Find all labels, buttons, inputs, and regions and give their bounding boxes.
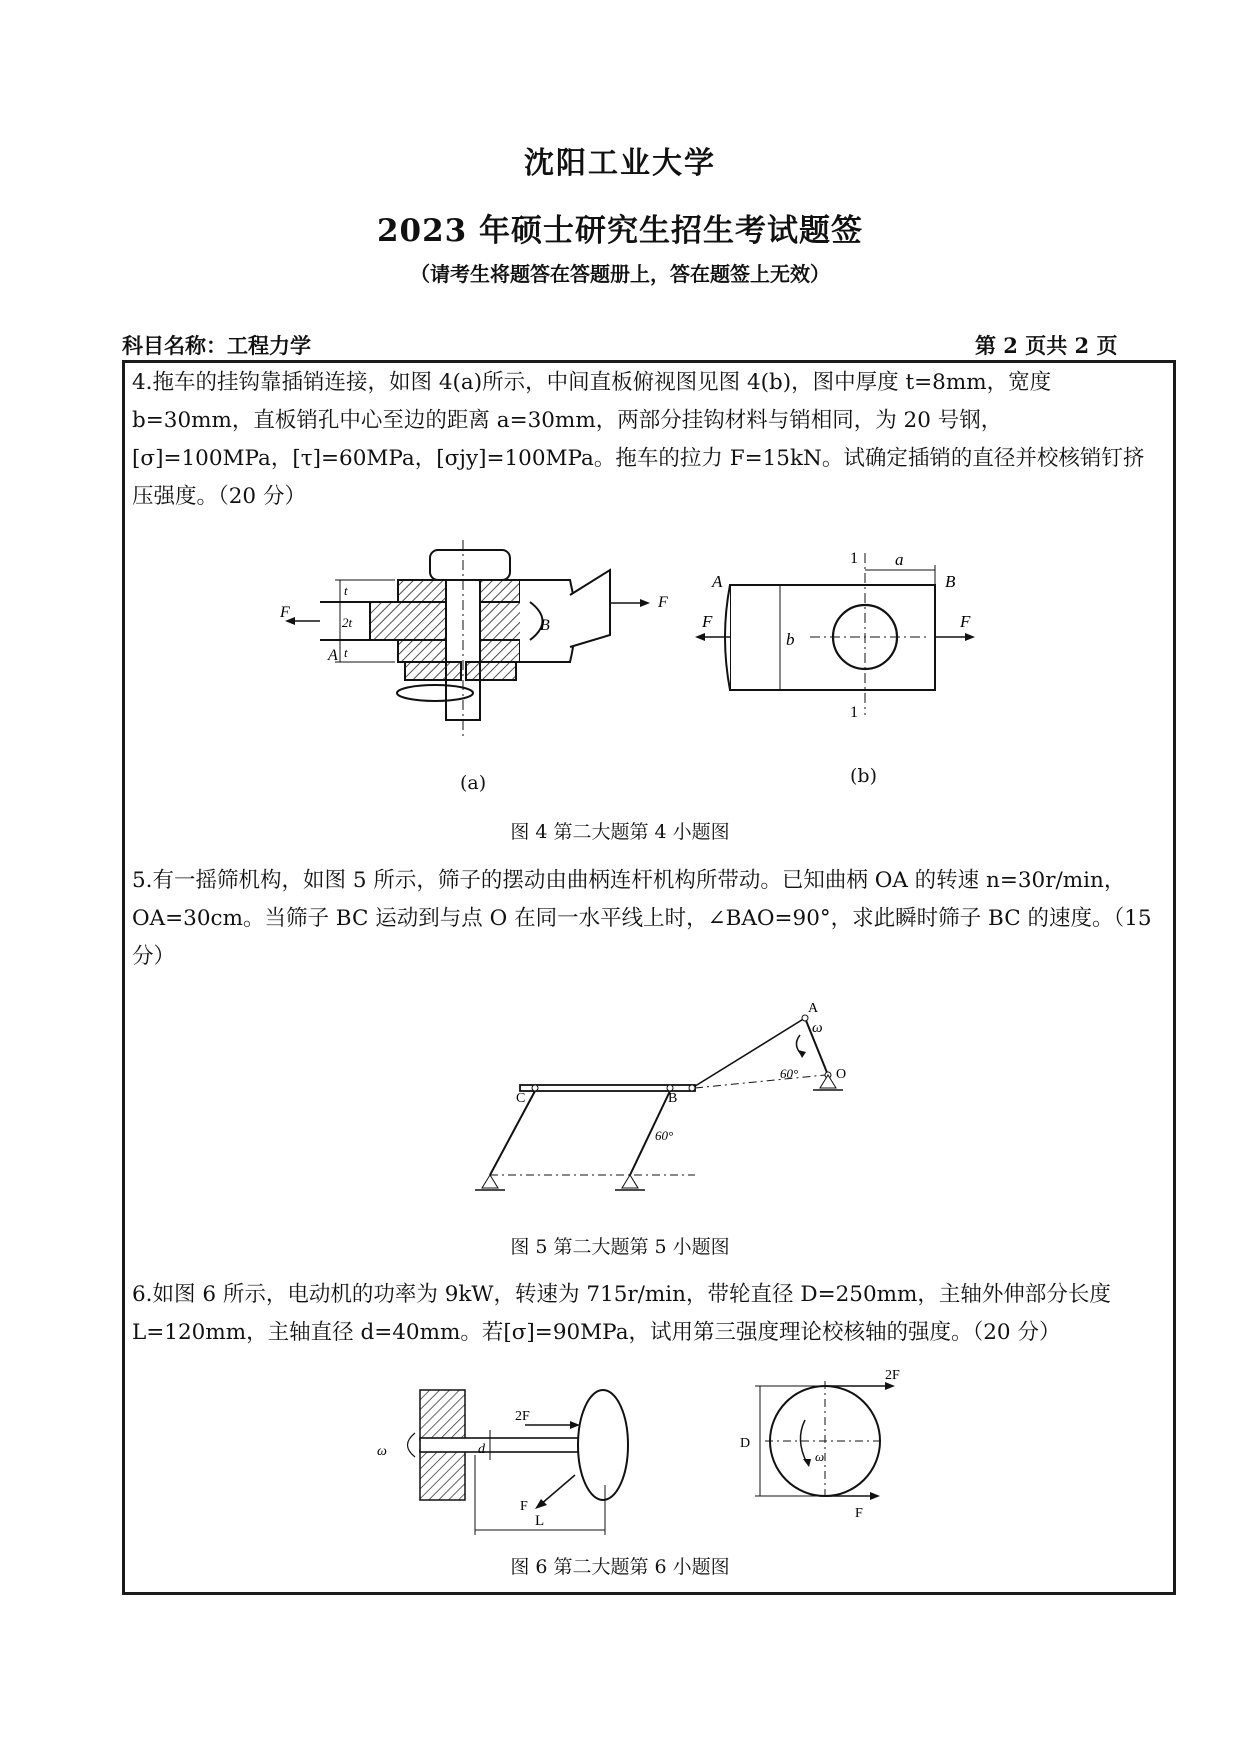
fig6-label-diameter: D [740,1436,751,1451]
fig5-label-a: A [808,1001,819,1016]
fig4b-subcaption: (b) [850,765,877,787]
fig6-label-2f: 2F [515,1409,530,1424]
figure-6-pulley [735,1365,955,1525]
fig4b-section-top: 1 [850,550,858,567]
fig6-label-omega-shaft: ω [377,1444,387,1459]
fig4a-label-t-bottom: t [344,645,348,660]
university-name: 沈阳工业大学 [524,146,716,181]
fig6-pulley-label-omega: ω [815,1449,825,1464]
fig6-pulley-label-2f: 2F [885,1368,900,1383]
fig4a-label-a: A [328,647,338,664]
figure-5 [470,990,870,1200]
exam-notice: （请考生将题答在答题册上，答在题签上无效） [410,262,830,286]
figure-4-caption: 图 4 第二大题第 4 小题图 [510,821,730,843]
question-6-text: 6.如图 6 所示，电动机的功率为 9kW，转速为 715r/min，带轮直径 D=250mm，主轴外伸部分长度 L=120mm，主轴直径 d=40mm。若[σ]=90MPa，试用第三强度理论校核轴的强度。（20 分） [132,1282,1111,1345]
figure-6-shaft [375,1375,635,1545]
fig4b-label-a-dim: a [895,550,904,569]
fig4a-subcaption: (a) [460,772,487,794]
fig4b-label-a-corner: A [712,572,723,591]
exam-title: 2023 年硕士研究生招生考试题签 [376,213,864,249]
page-info: 第 2 页共 2 页 [975,333,1118,358]
fig5-label-c: C [516,1091,526,1106]
figure-6-caption: 图 6 第二大题第 6 小题图 [510,1556,730,1578]
question-4-text: 4.拖车的挂钩靠插销连接，如图 4(a)所示，中间直板俯视图见图 4(b)，图中厚度 t=8mm，宽度 b=30mm，直板销孔中心至边的距离 a=30mm，两部分挂钩材料与销相同，为 20 号钢，[σ]=100MPa，[τ]=60MPa，[σjy]=100MPa。拖车的拉力 F=15kN。试确定插销的直径并校核销钉挤压强度。（20 分） [132,370,1145,509]
fig4b-label-b-corner: B [945,572,956,591]
figure-4a [280,535,700,745]
fig5-angle-top: 60° [780,1066,799,1081]
figure-4b [690,545,1000,725]
fig4a-label-f-right: F [658,594,668,611]
fig4b-label-f-left: F [702,612,713,631]
fig6-label-d: d [478,1442,485,1457]
fig4b-label-f-right: F [960,612,971,631]
fig4b-label-b-dim: b [786,630,795,649]
question-5-text: 5.有一摇筛机构，如图 5 所示，筛子的摆动由曲柄连杆机构所带动。已知曲柄 OA 的转速 n=30r/min，OA=30cm。当筛子 BC 运动到与点 O 在同一水平线上时，∠BAO=90°，求此瞬时筛子 BC 的速度。（15 分） [132,868,1152,969]
fig4a-label-2t: 2t [342,615,353,630]
fig4a-label-f-left: F [280,604,290,621]
fig5-label-omega: ω [812,1020,823,1036]
fig5-label-b: B [668,1091,678,1106]
fig4a-label-t-top: t [344,583,348,598]
fig4b-section-bottom: 1 [850,704,858,721]
fig5-angle-bottom: 60° [655,1128,674,1143]
fig4a-label-b: B [540,617,550,634]
fig6-label-f: F [520,1499,528,1514]
figure-5-caption: 图 5 第二大题第 5 小题图 [510,1236,730,1258]
fig6-pulley-label-f: F [855,1506,863,1521]
subject-name: 科目名称：工程力学 [122,333,311,358]
fig6-label-l: L [535,1513,545,1529]
fig5-label-o: O [836,1067,847,1082]
